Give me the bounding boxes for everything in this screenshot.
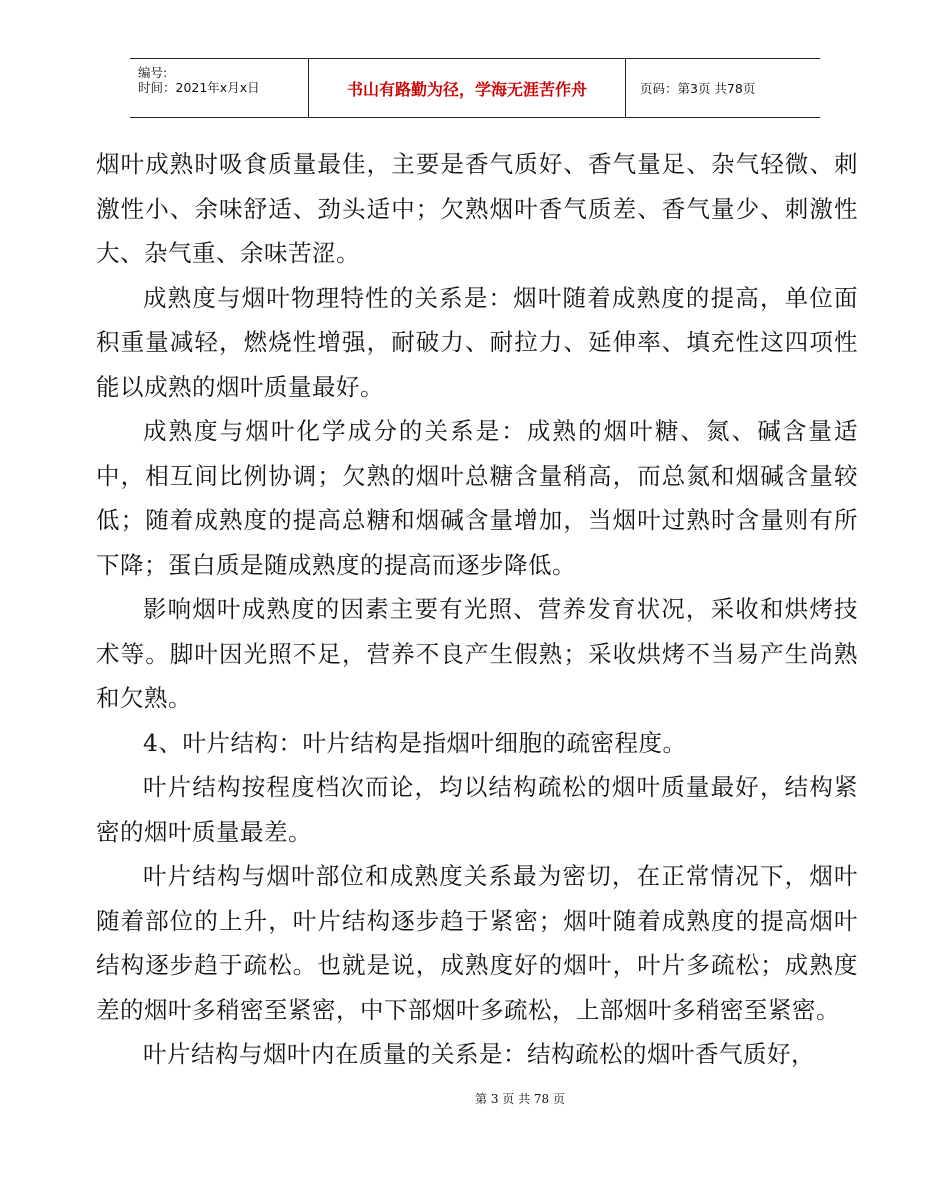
paragraph: 成熟度与烟叶化学成分的关系是：成熟的烟叶糖、氮、碱含量适中，相互间比例协调；欠熟的烟叶总糖含量稍高，而总氮和烟碱含量较低；随着成熟度的提高总糖和烟碱含量增加，当烟叶过熟时含量则有所下降；蛋白质是随成熟度的提高而逐步降低。: [96, 417, 858, 579]
paragraph: 叶片结构与烟叶内在质量的关系是：结构疏松的烟叶香气质好，: [143, 1040, 815, 1068]
paragraph: 烟叶成熟时吸食质量最佳，主要是香气质好、香气量足、杂气轻微、刺激性小、余味舒适、劲头适中；欠熟烟叶香气质差、香气量少、刺激性大、杂气重、余味苦涩。: [96, 150, 858, 267]
header-motto: 书山有路勤为径，学海无涯苦作舟: [308, 59, 626, 117]
header-meta: [138, 65, 308, 95]
section-heading: 4、叶片结构：叶片结构是指烟叶细胞的疏密程度。: [143, 728, 687, 757]
paragraph: 影响烟叶成熟度的因素主要有光照、营养发育状况，采收和烘烤技术等。脚叶因光照不足，营养不良产生假熟；采收烘烤不当易产生尚熟和欠熟。: [96, 595, 858, 712]
header-page-code: 页码：第3页 共78页: [640, 81, 756, 96]
paragraph: 叶片结构按程度档次而论，均以结构疏松的烟叶质量最好，结构紧密的烟叶质量最差。: [96, 773, 858, 846]
page-footer: 第 3 页 共 78 页: [475, 1092, 565, 1106]
paragraph: 成熟度与烟叶物理特性的关系是：烟叶随着成熟度的提高，单位面积重量减轻，燃烧性增强，耐破力、耐拉力、延伸率、填充性这四项性能以成熟的烟叶质量最好。: [96, 283, 858, 401]
page-header: [130, 58, 820, 118]
document-body: [96, 142, 858, 1077]
document-number-label: 编号:: [138, 65, 168, 80]
document-time: 时间：2021年x月x日: [138, 80, 260, 95]
paragraph: 叶片结构与烟叶部位和成熟度关系最为密切，在正常情况下，烟叶随着部位的上升，叶片结构逐步趋于紧密；烟叶随着成熟度的提高烟叶结构逐步趋于疏松。也就是说，成熟度好的烟叶，叶片多疏松；成熟度差的烟叶多稍密至紧密，中下部烟叶多疏松，上部烟叶多稍密至紧密。: [96, 862, 858, 1024]
